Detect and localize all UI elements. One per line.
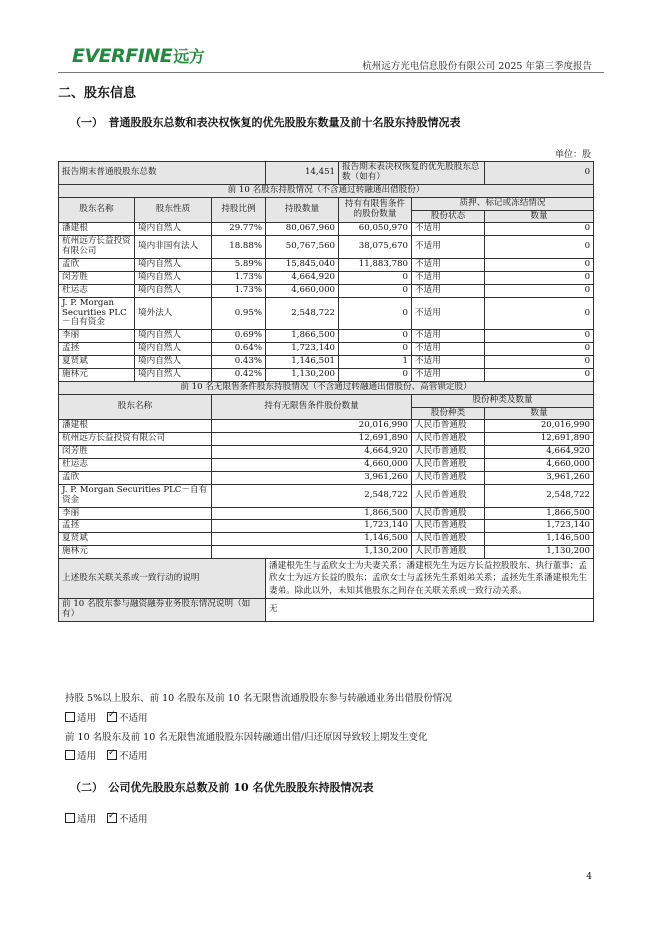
pledge-status: 不适用 <box>412 356 485 369</box>
table-row <box>59 223 594 236</box>
checkbox-checked-icon <box>107 813 117 823</box>
share-type-qty: 4,660,000 <box>485 459 594 472</box>
holder-name: 杜运志 <box>59 284 135 297</box>
col-header-qty: 持股数量 <box>266 197 339 223</box>
common-holders-value: 14,451 <box>266 162 339 185</box>
note2-applicable-option: 适用 <box>65 748 96 762</box>
pledge-qty: 0 <box>485 356 594 369</box>
holder-qty: 4,664,920 <box>266 271 339 284</box>
table-row <box>59 356 594 369</box>
u-holder-name: 夏贤斌 <box>59 533 212 546</box>
table-row <box>59 471 594 484</box>
pledge-qty: 0 <box>485 297 594 330</box>
holder-qty: 80,067,960 <box>266 223 339 236</box>
table-row <box>59 546 594 559</box>
holder-nature: 境内非国有法人 <box>135 236 212 259</box>
share-type: 人民币普通股 <box>412 520 485 533</box>
pledge-status: 不适用 <box>412 368 485 381</box>
holder-name: 孟欣 <box>59 259 135 272</box>
holder-qty: 1,866,500 <box>266 330 339 343</box>
holder-qty: 15,845,040 <box>266 259 339 272</box>
holder-qty: 2,548,722 <box>266 297 339 330</box>
table-row <box>59 484 594 507</box>
holder-name: 杭州远方长益投资有限公司 <box>59 236 135 259</box>
table-row <box>59 271 594 284</box>
holder-restricted-qty: 0 <box>339 343 412 356</box>
holder-nature: 境内自然人 <box>135 271 212 284</box>
table-row <box>59 507 594 520</box>
u-holder-qty: 4,664,920 <box>212 446 412 459</box>
holder-restricted-qty: 11,883,780 <box>339 259 412 272</box>
pledge-status: 不适用 <box>412 271 485 284</box>
holder-restricted-qty: 0 <box>339 368 412 381</box>
holder-qty: 50,767,560 <box>266 236 339 259</box>
share-type-qty: 2,548,722 <box>485 484 594 507</box>
holder-qty: 4,660,000 <box>266 284 339 297</box>
col-header-ratio: 持股比例 <box>212 197 266 223</box>
holder-restricted-qty: 0 <box>339 330 412 343</box>
col-header-pledge-qty: 数量 <box>485 210 594 223</box>
common-holders-label: 报告期末普通股股东总数 <box>59 162 266 185</box>
col-header-name: 股东名称 <box>59 197 135 223</box>
holder-nature: 境内自然人 <box>135 284 212 297</box>
financing-label: 前 10 名股东参与融资融券业务股东情况说明（如有） <box>59 599 266 622</box>
holder-ratio: 1.73% <box>212 271 266 284</box>
table-row <box>59 459 594 472</box>
col-header-pledge: 质押、标记或冻结情况 <box>412 197 594 210</box>
u-col-header-name: 股东名称 <box>59 394 212 420</box>
checkbox-checked-icon <box>107 750 117 760</box>
share-type: 人民币普通股 <box>412 446 485 459</box>
note3-not-applicable-option: ✓ 不适用 <box>107 811 148 825</box>
subsection-title-2: （二） 公司优先股股东总数及前 10 名优先股股东持股情况表 <box>70 781 374 794</box>
u-holder-qty: 1,130,200 <box>212 546 412 559</box>
holder-ratio: 0.42% <box>212 368 266 381</box>
note2-text: 前 10 名股东及前 10 名无限售流通股股东因转融通出借/归还原因导致较上期发生变化 <box>65 732 428 743</box>
holder-qty: 1,723,140 <box>266 343 339 356</box>
holder-name: 孟拯 <box>59 343 135 356</box>
table-row <box>59 259 594 272</box>
relation-label: 上述股东关联关系或一致行动的说明 <box>59 559 266 599</box>
holder-nature: 境内自然人 <box>135 368 212 381</box>
note1-text: 持股 5%以上股东、前 10 名股东及前 10 名无限售流通股股东参与转融通业务出借股份情况 <box>65 693 452 704</box>
u-holder-qty: 12,691,890 <box>212 433 412 446</box>
checkbox-empty-icon <box>65 712 75 722</box>
pledge-qty: 0 <box>485 223 594 236</box>
shareholder-table <box>58 161 594 622</box>
u-holder-qty: 1,866,500 <box>212 507 412 520</box>
share-type: 人民币普通股 <box>412 433 485 446</box>
share-type: 人民币普通股 <box>412 484 485 507</box>
holder-name: 施林元 <box>59 368 135 381</box>
u-holder-name: 孟欣 <box>59 471 212 484</box>
holder-name: 李丽 <box>59 330 135 343</box>
u-holder-name: 孟拯 <box>59 520 212 533</box>
unit-label: 单位：股 <box>554 150 591 160</box>
holder-ratio: 0.64% <box>212 343 266 356</box>
checkbox-checked-icon <box>107 712 117 722</box>
u-col-header-qty: 持有无限售条件股份数量 <box>212 394 412 420</box>
u-holder-qty: 4,660,000 <box>212 459 412 472</box>
table-row <box>59 343 594 356</box>
u-holder-name: 杭州远方长益投资有限公司 <box>59 433 212 446</box>
holder-ratio: 1.73% <box>212 284 266 297</box>
relation-text: 潘建根先生与孟欣女士为夫妻关系；潘建根先生为远方长益控股股东、执行董事；孟欣女士为远方长益的股东；孟欣女士与孟拯先生系姐弟关系；孟拯先生系潘建根先生妻弟。除此以外，未知其他股东之间存在关联关系或一致行动关系。 <box>266 559 594 599</box>
pledge-qty: 0 <box>485 259 594 272</box>
note2-options <box>65 748 148 763</box>
logo-cn-text: 远方 <box>173 46 205 66</box>
holder-ratio: 0.69% <box>212 330 266 343</box>
col-header-pledge-status: 股份状态 <box>412 210 485 223</box>
table-row <box>59 433 594 446</box>
top10-section-label: 前 10 名股东持股情况（不含通过转融通出借股份） <box>59 184 594 197</box>
pledge-status: 不适用 <box>412 343 485 356</box>
holder-name: 夏贤斌 <box>59 356 135 369</box>
share-type: 人民币普通股 <box>412 533 485 546</box>
pref-holders-label: 报告期末表决权恢复的优先股股东总数（如有） <box>339 162 485 185</box>
holder-ratio: 29.77% <box>212 223 266 236</box>
logo-text: EVERFINE <box>72 44 173 67</box>
holder-ratio: 5.89% <box>212 259 266 272</box>
financing-value: 无 <box>266 599 594 622</box>
holder-nature: 境内自然人 <box>135 259 212 272</box>
table-row <box>59 330 594 343</box>
pledge-status: 不适用 <box>412 330 485 343</box>
u-col-header-type: 股份种类 <box>412 407 485 420</box>
holder-ratio: 18.88% <box>212 236 266 259</box>
u-holder-name: J. P. Morgan Securities PLC－自有资金 <box>59 484 212 507</box>
u-holder-qty: 2,548,722 <box>212 484 412 507</box>
table-row <box>59 533 594 546</box>
share-type-qty: 3,961,260 <box>485 471 594 484</box>
checkbox-empty-icon <box>65 750 75 760</box>
u-col-header-type-qty: 数量 <box>485 407 594 420</box>
pref-holders-value: 0 <box>485 162 594 185</box>
share-type: 人民币普通股 <box>412 507 485 520</box>
holder-ratio: 0.95% <box>212 297 266 330</box>
share-type: 人民币普通股 <box>412 546 485 559</box>
table-row <box>59 297 594 330</box>
pledge-status: 不适用 <box>412 223 485 236</box>
holder-name: 潘建根 <box>59 223 135 236</box>
checkbox-empty-icon <box>65 813 75 823</box>
note2-not-applicable-option: ✓ 不适用 <box>107 748 148 762</box>
u-holder-name: 杜运志 <box>59 459 212 472</box>
u-holder-qty: 3,961,260 <box>212 471 412 484</box>
page-number: 4 <box>586 872 592 882</box>
share-type-qty: 1,146,500 <box>485 533 594 546</box>
col-header-nature: 股东性质 <box>135 197 212 223</box>
holder-ratio: 0.43% <box>212 356 266 369</box>
holder-restricted-qty: 60,050,970 <box>339 223 412 236</box>
share-type: 人民币普通股 <box>412 420 485 433</box>
holder-restricted-qty: 0 <box>339 297 412 330</box>
report-header-title: 杭州远方光电信息股份有限公司 2025 年第三季度报告 <box>362 61 592 72</box>
holder-restricted-qty: 1 <box>339 356 412 369</box>
u-holder-name: 施林元 <box>59 546 212 559</box>
holder-nature: 境内自然人 <box>135 343 212 356</box>
u-holder-qty: 20,016,990 <box>212 420 412 433</box>
pledge-qty: 0 <box>485 330 594 343</box>
pledge-qty: 0 <box>485 284 594 297</box>
table-row <box>59 420 594 433</box>
pledge-qty: 0 <box>485 271 594 284</box>
share-type: 人民币普通股 <box>412 471 485 484</box>
note1-options <box>65 710 148 725</box>
share-type: 人民币普通股 <box>412 459 485 472</box>
pledge-status: 不适用 <box>412 236 485 259</box>
note3-applicable-option: 适用 <box>65 811 96 825</box>
table-row <box>59 368 594 381</box>
holder-nature: 境内自然人 <box>135 356 212 369</box>
share-type-qty: 1,130,200 <box>485 546 594 559</box>
holder-name: 闵芳胜 <box>59 271 135 284</box>
unrestricted-section-label: 前 10 名无限售条件股东持股情况（不含通过转融通出借股份、高管锁定股） <box>59 381 594 394</box>
pledge-status: 不适用 <box>412 297 485 330</box>
table-row <box>59 236 594 259</box>
pledge-qty: 0 <box>485 368 594 381</box>
u-col-header-type-group: 股份种类及数量 <box>412 394 594 407</box>
note1-not-applicable-option: ✓ 不适用 <box>107 710 148 724</box>
holder-qty: 1,146,501 <box>266 356 339 369</box>
holder-nature: 境外法人 <box>135 297 212 330</box>
holder-restricted-qty: 38,075,670 <box>339 236 412 259</box>
u-holder-name: 李丽 <box>59 507 212 520</box>
company-logo <box>72 44 204 68</box>
pledge-status: 不适用 <box>412 284 485 297</box>
u-holder-name: 潘建根 <box>59 420 212 433</box>
table-row <box>59 284 594 297</box>
share-type-qty: 1,723,140 <box>485 520 594 533</box>
holder-name: J. P. Morgan Securities PLC－自有资金 <box>59 297 135 330</box>
table-row <box>59 446 594 459</box>
header-divider <box>58 72 604 73</box>
share-type-qty: 12,691,890 <box>485 433 594 446</box>
table-row <box>59 520 594 533</box>
note3-options <box>65 811 148 826</box>
share-type-qty: 20,016,990 <box>485 420 594 433</box>
u-holder-name: 闵芳胜 <box>59 446 212 459</box>
section-title: 二、股东信息 <box>58 86 137 101</box>
share-type-qty: 4,664,920 <box>485 446 594 459</box>
pledge-qty: 0 <box>485 343 594 356</box>
holder-nature: 境内自然人 <box>135 223 212 236</box>
u-holder-qty: 1,723,140 <box>212 520 412 533</box>
holder-qty: 1,130,200 <box>266 368 339 381</box>
holder-restricted-qty: 0 <box>339 284 412 297</box>
holder-restricted-qty: 0 <box>339 271 412 284</box>
u-holder-qty: 1,146,500 <box>212 533 412 546</box>
pledge-status: 不适用 <box>412 259 485 272</box>
col-header-restricted: 持有有限售条件的股份数量 <box>339 197 412 223</box>
pledge-qty: 0 <box>485 236 594 259</box>
note1-applicable-option: 适用 <box>65 710 96 724</box>
holder-nature: 境内自然人 <box>135 330 212 343</box>
share-type-qty: 1,866,500 <box>485 507 594 520</box>
subsection-title-1: （一） 普通股股东总数和表决权恢复的优先股股东数量及前十名股东持股情况表 <box>70 116 461 129</box>
